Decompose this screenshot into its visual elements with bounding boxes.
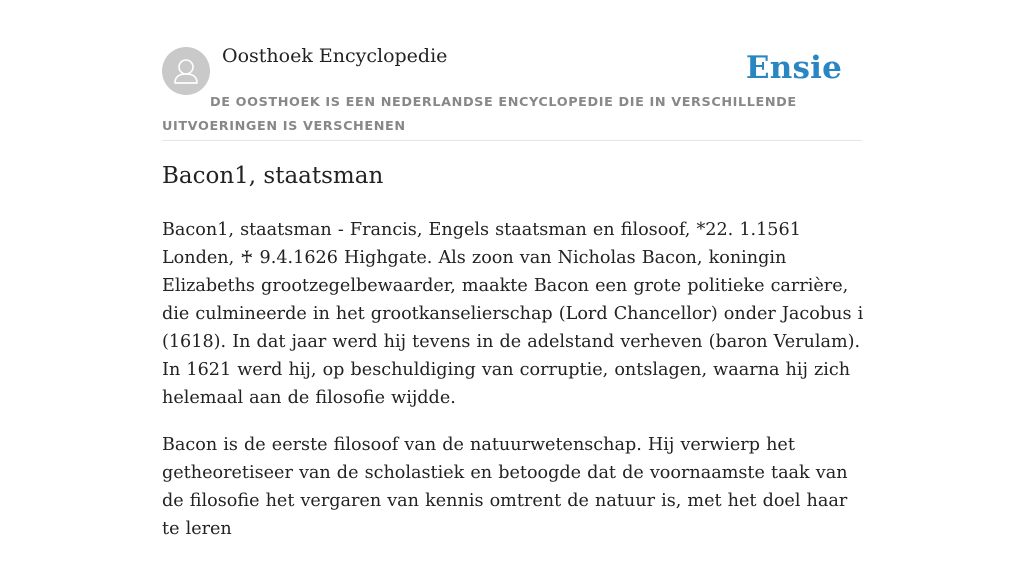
article-paragraph: Bacon is de eerste filosoof van de natuurwetenschap. Hij verwierp het getheoretiseer van de scholastiek en betoogde dat de voornaamste taak van de filosofie het vergaren van kennis omtrent de natuur is, met het doel haar te leren	[162, 435, 848, 539]
user-silhouette-icon	[162, 47, 210, 95]
article-paragraph: Bacon1, staatsman - Francis, Engels staatsman en filosoof, *22. 1.1561 Londen, ♰ 9.4.1626 Highgate. Als zoon van Nicholas Bacon, koningin Elizabeths grootzegelbewaarder, maakte Bacon een grote politieke carrière, die culmineerde in het grootkanselierschap (Lord Chancellor) onder Jacobus i (1618). In dat jaar werd hij tevens in de adelstand verheven (baron Verulam). In 1621 werd hij, op beschuldiging van corruptie, ontslagen, waarna hij zich helemaal aan de filosofie wijdde.	[162, 220, 864, 408]
avatar[interactable]	[162, 47, 210, 95]
publication-link[interactable]: Oosthoek Encyclopedie	[222, 45, 448, 67]
article-body	[162, 216, 864, 562]
content-column	[162, 0, 864, 539]
page-header	[162, 0, 862, 141]
article-title: Bacon1, staatsman	[162, 163, 384, 189]
ensie-logo[interactable]: Ensie	[745, 50, 842, 86]
publication-tagline: DE OOSTHOEK IS EEN NEDERLANDSE ENCYCLOPEDIE DIE IN VERSCHILLENDE UITVOERINGEN IS VERSCHENEN	[162, 95, 797, 134]
